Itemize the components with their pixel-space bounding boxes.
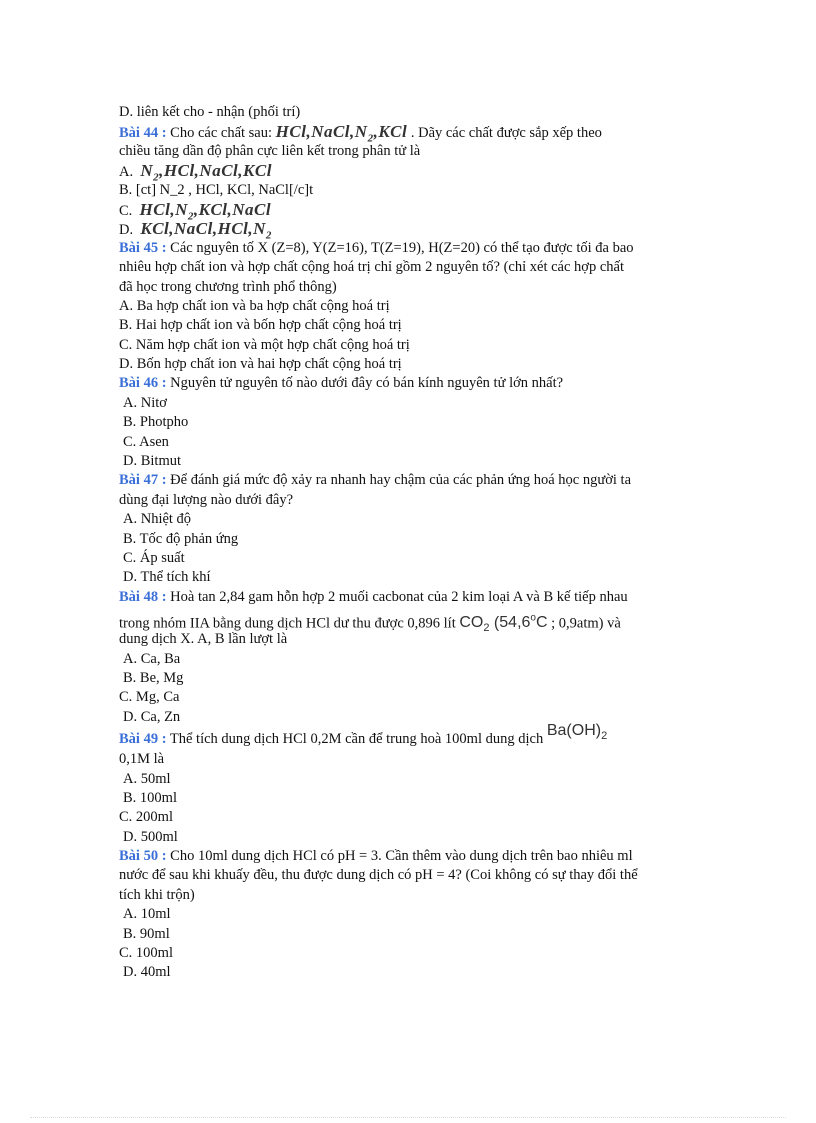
q48-option-d <box>119 708 699 727</box>
option-text: B. Be, Mg <box>123 669 184 686</box>
option-text: C. Mg, Ca <box>119 689 180 706</box>
text: Hoà tan 2,84 gam hỗn hợp 2 muối cacbonat của 2 kim loại A và B kế tiếp nhau <box>166 588 628 605</box>
q49-line2 <box>119 750 699 769</box>
page-footer-rule <box>30 1117 786 1118</box>
q49-option-b <box>119 789 699 808</box>
option-text: B. Hai hợp chất ion và bốn hợp chất cộng hoá trị <box>119 317 402 334</box>
option-text: B. Tốc độ phản ứng <box>123 530 239 547</box>
formula-image: $N_2,HCl,NaCl,KCl$ <box>140 161 272 184</box>
q45-line3 <box>119 278 699 297</box>
q50-option-a <box>119 905 699 924</box>
question-label: Bài 46 : <box>119 375 167 392</box>
option-text: D. Bốn hợp chất ion và hai hợp chất cộng hoá trị <box>119 356 402 373</box>
q48-option-b <box>119 669 699 688</box>
option-text: A. Nitơ <box>123 394 167 411</box>
formula-image: $KCl,NaCl,HCl,N_2$ <box>140 219 272 242</box>
q45-line2 <box>119 258 699 277</box>
prev-option-d <box>119 103 699 122</box>
text: chiều tăng dần độ phân cực liên kết trong phân tử là <box>119 142 421 159</box>
q47-option-c <box>119 549 699 568</box>
question-label: Bài 44 : <box>119 125 167 142</box>
option-text: A. Ba hợp chất ion và ba hợp chất cộng hoá trị <box>119 297 390 314</box>
option-letter: D. <box>119 222 134 239</box>
q45-option-c <box>119 336 699 355</box>
q45-option-a <box>119 297 699 316</box>
document-page <box>119 103 699 983</box>
option-text: D. Ca, Zn <box>123 708 181 725</box>
q50-option-b <box>119 925 699 944</box>
q46-option-a <box>119 394 699 413</box>
q49-option-d <box>119 828 699 847</box>
option-text: D. liên kết cho - nhận (phối trí) <box>119 104 301 120</box>
text: ; 0,9atm) và <box>547 615 621 632</box>
option-text: C. Áp suất <box>123 549 185 566</box>
q45-line1 <box>119 239 699 258</box>
text: nước để sau khi khuấy đều, thu được dung dịch có pH = 4? (Coi không có sự thay đổi thể <box>119 867 638 884</box>
option-text: B. 90ml <box>123 925 170 942</box>
text: nhiêu hợp chất ion và hợp chất cộng hoá trị chỉ gồm 2 nguyên tố? (chỉ xét các hợp chất <box>119 259 624 276</box>
q45-option-d <box>119 355 699 374</box>
formula-image: $HCl,NaCl,N_2,KCl$ <box>275 122 408 145</box>
text: Cho 10ml dung dịch HCl có pH = 3. Cần thêm vào dung dịch trên bao nhiêu ml <box>166 848 633 865</box>
q47-line1 <box>119 471 699 490</box>
option-letter: C. <box>119 202 133 219</box>
q45-option-b <box>119 316 699 335</box>
formula-image: $Ba(OH)_2$ <box>546 722 608 743</box>
text: Nguyên tử nguyên tố nào dưới đây có bán kính nguyên tử lớn nhất? <box>166 375 564 392</box>
q44-option-a <box>119 161 699 184</box>
q49-option-c <box>119 808 699 827</box>
option-text: C. Asen <box>123 433 169 450</box>
option-text: B. Photpho <box>123 414 189 431</box>
q49-line1 <box>119 722 699 750</box>
option-text: A. Ca, Ba <box>123 650 181 667</box>
option-text: A. 50ml <box>123 770 171 787</box>
q47-line2 <box>119 491 699 510</box>
paren: ( <box>489 614 500 632</box>
q47-option-a <box>119 510 699 529</box>
text: Để đánh giá mức độ xảy ra nhanh hay chậm của các phản ứng hoá học người ta <box>166 472 631 489</box>
q49-option-a <box>119 770 699 789</box>
option-text: D. 40ml <box>123 964 171 981</box>
text: dung dịch X. A, B lần lượt là <box>119 631 288 648</box>
q48-option-c <box>119 688 699 707</box>
option-text: A. Nhiệt độ <box>123 511 192 528</box>
question-label: Bài 49 : <box>119 731 167 748</box>
q50-line3 <box>119 886 699 905</box>
text: Thể tích dung dịch HCl 0,2M cần để trung hoà 100ml dung dịch <box>166 731 547 748</box>
q48-line3 <box>119 630 699 649</box>
text: đã học trong chương trình phổ thông) <box>119 278 337 295</box>
option-letter: A. <box>119 164 134 181</box>
q46-option-b <box>119 413 699 432</box>
q46-option-c <box>119 433 699 452</box>
q48-option-a <box>119 650 699 669</box>
option-text: B. [ct] N_2 , HCl, KCl, NaCl[/c]t <box>119 181 314 198</box>
option-text: D. Bitmut <box>123 453 182 470</box>
option-text: C. 200ml <box>119 809 173 826</box>
q50-option-d <box>119 963 699 982</box>
q47-option-d <box>119 568 699 587</box>
option-text: B. 100ml <box>123 789 177 806</box>
q46-line1 <box>119 374 699 393</box>
formula-image: $HCl,N_2,KCl,NaCl$ <box>139 199 272 223</box>
q44-option-b <box>119 181 699 200</box>
text: trong nhóm IIA bằng dung dịch HCl dư thu được 0,896 lít <box>119 615 460 632</box>
text: 0,1M là <box>119 751 165 768</box>
q46-option-d <box>119 452 699 471</box>
q44-line1 <box>119 122 699 145</box>
q48-line1 <box>119 588 699 607</box>
q50-option-c <box>119 944 699 963</box>
text: tích khi trộn) <box>119 886 195 903</box>
question-label: Bài 50 : <box>119 848 167 865</box>
text: Cho các chất sau: <box>166 125 276 142</box>
q44-option-d <box>119 219 699 242</box>
question-label: Bài 45 : <box>119 239 167 256</box>
option-text: A. 10ml <box>123 906 171 923</box>
q50-line2 <box>119 866 699 885</box>
question-label: Bài 47 : <box>119 472 167 489</box>
q47-option-b <box>119 530 699 549</box>
text: Các nguyên tố X (Z=8), Y(Z=16), T(Z=19), H(Z=20) có thể tạo được tối đa bao <box>166 239 634 256</box>
text: . Dãy các chất được sắp xếp theo <box>407 125 602 142</box>
formula-image: $CO_2$ <box>459 614 490 635</box>
option-text: D. Thể tích khí <box>123 569 211 586</box>
option-text: D. 500ml <box>123 828 178 845</box>
q50-line1 <box>119 847 699 866</box>
option-text: C. 100ml <box>119 945 173 962</box>
q48-line2 <box>119 607 699 635</box>
option-text: C. Năm hợp chất ion và một hợp chất cộng hoá trị <box>119 336 410 353</box>
q44-line2 <box>119 142 699 161</box>
text: dùng đại lượng nào dưới đây? <box>119 491 294 508</box>
q44-option-c <box>119 199 699 223</box>
formula-image: 54,6$^o$C <box>499 613 548 632</box>
question-label: Bài 48 : <box>119 588 167 605</box>
